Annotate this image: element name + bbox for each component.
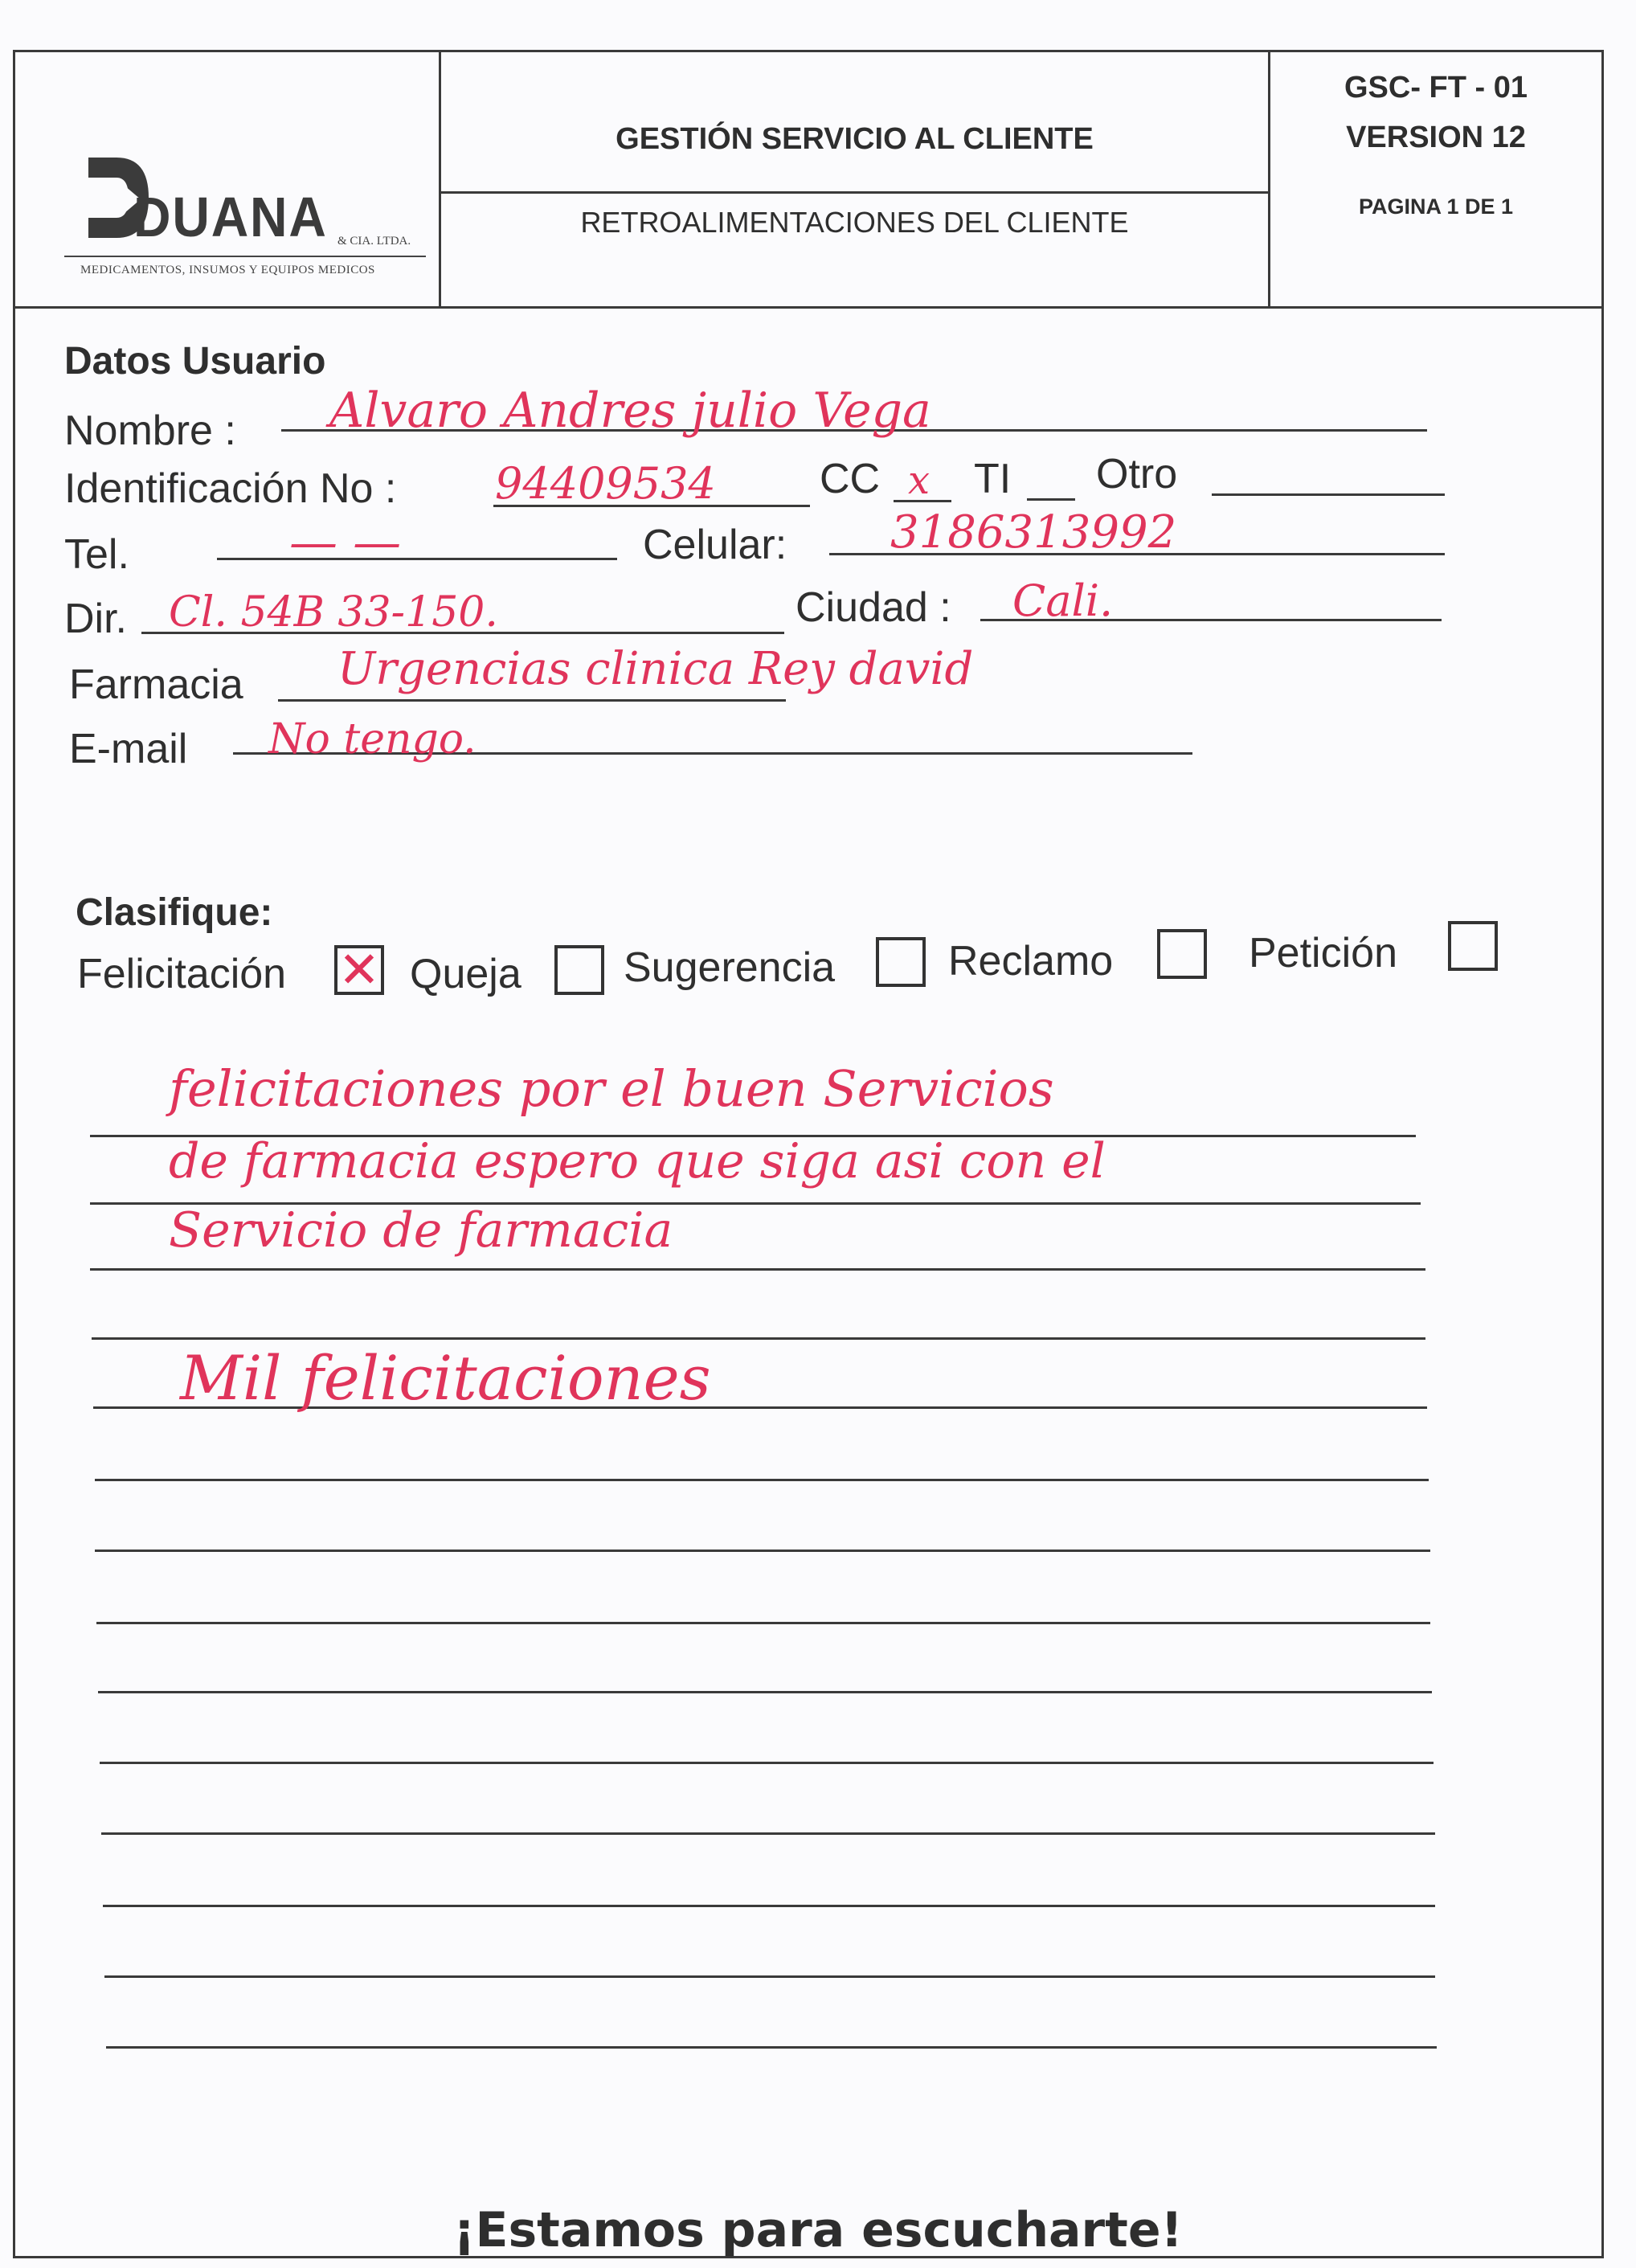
option-sugerencia-checkbox[interactable] bbox=[876, 937, 926, 987]
logo-tagline: MEDICAMENTOS, INSUMOS Y EQUIPOS MEDICOS bbox=[80, 264, 375, 276]
form-subtitle: RETROALIMENTACIONES DEL CLIENTE bbox=[580, 206, 1129, 239]
comment-line bbox=[100, 1762, 1434, 1764]
option-reclamo-label: Reclamo bbox=[948, 938, 1114, 985]
ti-label: TI bbox=[974, 456, 1012, 502]
logo-suffix: & CIA. LTDA. bbox=[337, 235, 411, 248]
comment-line bbox=[95, 1550, 1430, 1552]
form-title: GESTIÓN SERVICIO AL CLIENTE bbox=[616, 122, 1094, 156]
cc-mark: x bbox=[908, 458, 930, 503]
header-divider bbox=[439, 191, 1270, 194]
logo-wordmark: DUANA bbox=[133, 186, 328, 248]
option-felicitacion-checkbox[interactable] bbox=[334, 940, 384, 999]
pharmacy-label: Farmacia bbox=[69, 661, 243, 708]
city-label: Ciudad : bbox=[796, 584, 951, 631]
comment-text-line-1: felicitaciones por el buen Servicios bbox=[169, 1059, 1054, 1118]
header-divider bbox=[439, 50, 441, 309]
tel-value: — — bbox=[289, 514, 402, 571]
dir-value: Cl. 54B 33-150. bbox=[169, 588, 498, 637]
option-reclamo-checkbox[interactable] bbox=[1157, 929, 1207, 979]
comment-line bbox=[96, 1622, 1430, 1624]
comment-line bbox=[92, 1337, 1425, 1340]
pharmacy-value: Urgencias clinica Rey david bbox=[337, 643, 974, 695]
comment-line bbox=[106, 2046, 1437, 2049]
tel-line bbox=[217, 558, 617, 560]
comment-line bbox=[104, 1975, 1435, 1978]
comment-line bbox=[90, 1268, 1425, 1271]
section-title-user-data: Datos Usuario bbox=[64, 340, 326, 383]
classify-title: Clasifique: bbox=[76, 891, 273, 934]
comment-text-line-2: de farmacia espero que siga asi con el bbox=[169, 1133, 1106, 1189]
option-queja-label: Queja bbox=[410, 951, 521, 997]
checkbox-x-mark: ✕ bbox=[338, 940, 380, 999]
pharmacy-line bbox=[278, 699, 786, 702]
form-page-number: PAGINA 1 DE 1 bbox=[1358, 194, 1514, 219]
comment-line bbox=[98, 1691, 1432, 1693]
option-peticion-label: Petición bbox=[1249, 930, 1397, 976]
ti-line bbox=[1027, 498, 1075, 501]
form-code: GSC- FT - 01 bbox=[1344, 71, 1528, 104]
cel-label: Celular: bbox=[643, 522, 787, 568]
dir-label: Dir. bbox=[64, 596, 127, 642]
comment-line bbox=[101, 1832, 1435, 1835]
id-value: 94409534 bbox=[495, 458, 716, 509]
option-felicitacion-label: Felicitación bbox=[77, 951, 287, 997]
id-label: Identificación No : bbox=[64, 465, 397, 512]
footer-slogan: ¡Estamos para escucharte! bbox=[453, 2202, 1183, 2258]
option-queja-checkbox[interactable] bbox=[554, 945, 604, 995]
cc-label: CC bbox=[820, 456, 881, 502]
name-label: Nombre : bbox=[64, 407, 236, 454]
logo-rule bbox=[64, 256, 426, 257]
otro-label: Otro bbox=[1096, 451, 1178, 497]
city-value: Cali. bbox=[1012, 575, 1114, 626]
tel-label: Tel. bbox=[64, 531, 129, 578]
comment-text-line-4: Mil felicitaciones bbox=[180, 1342, 711, 1414]
email-label: E-mail bbox=[69, 726, 188, 772]
option-peticion-checkbox[interactable] bbox=[1448, 921, 1498, 971]
comment-line bbox=[95, 1479, 1429, 1481]
email-value: No tengo. bbox=[268, 715, 476, 764]
comment-text-line-3: Servicio de farmacia bbox=[169, 1202, 673, 1259]
comment-line bbox=[103, 1905, 1435, 1907]
option-sugerencia-label: Sugerencia bbox=[624, 944, 836, 991]
form-version: VERSION 12 bbox=[1346, 121, 1526, 154]
otro-line bbox=[1212, 493, 1445, 496]
cel-value: 3186313992 bbox=[890, 506, 1177, 559]
name-value: Alvaro Andres julio Vega bbox=[329, 383, 931, 439]
